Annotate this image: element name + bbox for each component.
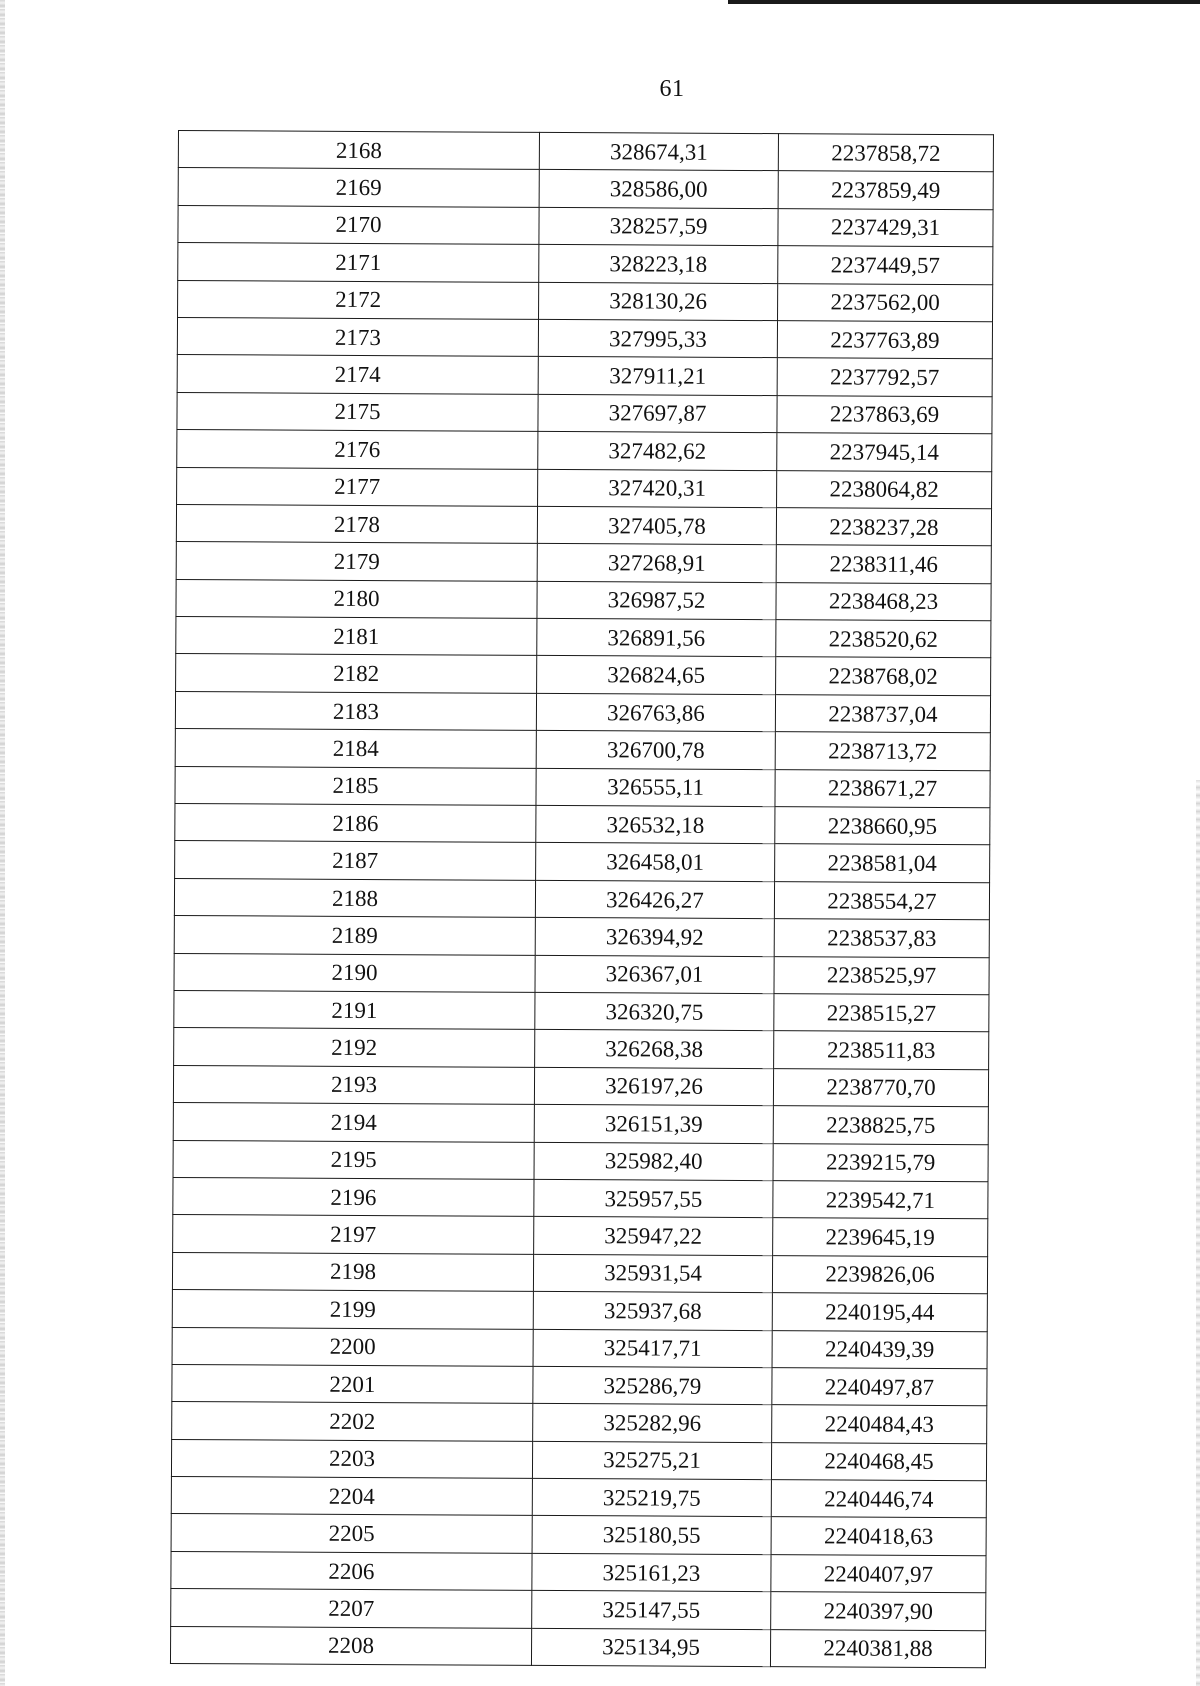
x-coordinate-cell: 326824,65 [537,656,776,695]
y-coordinate-cell: 2240484,43 [772,1405,987,1444]
point-number-cell: 2206 [171,1551,532,1590]
table-row [174,953,989,995]
coordinates-table-wrapper [170,130,990,1668]
y-coordinate-cell: 2237863,69 [777,395,992,434]
y-coordinate-cell: 2238825,75 [773,1106,988,1145]
point-number-cell: 2183 [175,691,536,730]
point-number-cell: 2173 [177,317,538,356]
y-coordinate-cell: 2240195,44 [772,1293,987,1332]
x-coordinate-cell: 327911,21 [538,357,777,396]
y-coordinate-cell: 2237859,49 [778,171,993,210]
x-coordinate-cell: 326763,86 [536,693,775,732]
table-row [171,1514,986,1556]
table-row [172,1290,987,1332]
x-coordinate-cell: 326987,52 [537,581,776,620]
table-row [175,766,990,808]
table-row [178,243,993,285]
x-coordinate-cell: 327482,62 [538,432,777,471]
table-row [176,654,991,696]
scan-edge-right [1196,780,1200,1686]
table-row [173,1065,988,1107]
x-coordinate-cell: 326268,38 [535,1030,774,1069]
point-number-cell: 2171 [178,243,539,282]
table-row [174,990,989,1032]
x-coordinate-cell: 325180,55 [532,1516,771,1555]
y-coordinate-cell: 2237945,14 [777,433,992,472]
x-coordinate-cell: 325957,55 [534,1179,773,1218]
x-coordinate-cell: 326197,26 [534,1067,773,1106]
table-row [175,804,990,846]
x-coordinate-cell: 325275,21 [532,1441,771,1480]
table-row [172,1252,987,1294]
table-row [173,1140,988,1182]
table-row [172,1364,987,1406]
y-coordinate-cell: 2240497,87 [772,1368,987,1407]
x-coordinate-cell: 327405,78 [537,506,776,545]
x-coordinate-cell: 325417,71 [533,1329,772,1368]
x-coordinate-cell: 328257,59 [539,207,778,246]
y-coordinate-cell: 2240397,90 [771,1592,986,1631]
point-number-cell: 2184 [175,729,536,768]
point-number-cell: 2181 [176,617,537,656]
y-coordinate-cell: 2240381,88 [770,1629,985,1668]
table-row [173,1215,988,1257]
table-row [176,579,991,621]
point-number-cell: 2187 [175,841,536,880]
y-coordinate-cell: 2238311,46 [776,545,991,584]
x-coordinate-cell: 325134,95 [531,1628,770,1667]
x-coordinate-cell: 326700,78 [536,731,775,770]
table-row [170,1626,985,1668]
point-number-cell: 2168 [178,131,539,170]
x-coordinate-cell: 327697,87 [538,394,777,433]
y-coordinate-cell: 2237792,57 [777,358,992,397]
point-number-cell: 2174 [177,355,538,394]
table-row [175,691,990,733]
x-coordinate-cell: 328586,00 [539,170,778,209]
table-row [178,205,993,247]
y-coordinate-cell: 2237562,00 [778,283,993,322]
table-row [176,542,991,584]
y-coordinate-cell: 2240407,97 [771,1554,986,1593]
x-coordinate-cell: 327995,33 [538,319,777,358]
table-row [175,729,990,771]
point-number-cell: 2200 [172,1327,533,1366]
point-number-cell: 2192 [174,1028,535,1067]
table-row [176,617,991,659]
y-coordinate-cell: 2238237,28 [776,508,991,547]
y-coordinate-cell: 2240418,63 [771,1517,986,1556]
table-row [177,355,992,397]
y-coordinate-cell: 2239542,71 [773,1181,988,1220]
x-coordinate-cell: 325937,68 [533,1291,772,1330]
table-row [171,1551,986,1593]
x-coordinate-cell: 325147,55 [532,1591,771,1630]
point-number-cell: 2198 [172,1252,533,1291]
table-row [177,392,992,434]
point-number-cell: 2195 [173,1140,534,1179]
table-row [178,168,993,210]
point-number-cell: 2193 [173,1065,534,1104]
point-number-cell: 2169 [178,168,539,207]
point-number-cell: 2177 [177,467,538,506]
y-coordinate-cell: 2238525,97 [774,956,989,995]
point-number-cell: 2202 [172,1402,533,1441]
top-rule [728,0,1200,4]
table-row [174,878,989,920]
table-row [171,1477,986,1519]
point-number-cell: 2188 [174,878,535,917]
point-number-cell: 2203 [171,1439,532,1478]
point-number-cell: 2191 [174,990,535,1029]
x-coordinate-cell: 325282,96 [533,1404,772,1443]
table-row [173,1177,988,1219]
y-coordinate-cell: 2240439,39 [772,1330,987,1369]
point-number-cell: 2180 [176,579,537,618]
point-number-cell: 2196 [173,1177,534,1216]
x-coordinate-cell: 326320,75 [535,992,774,1031]
y-coordinate-cell: 2238581,04 [775,844,990,883]
table-row [174,1028,989,1070]
x-coordinate-cell: 326555,11 [536,768,775,807]
table-row [178,280,993,322]
point-number-cell: 2179 [176,542,537,581]
y-coordinate-cell: 2238515,27 [774,994,989,1033]
x-coordinate-cell: 325947,22 [534,1217,773,1256]
point-number-cell: 2190 [174,953,535,992]
x-coordinate-cell: 326891,56 [537,618,776,657]
table-row [177,317,992,359]
x-coordinate-cell: 325931,54 [533,1254,772,1293]
x-coordinate-cell: 325982,40 [534,1142,773,1181]
table-row [172,1327,987,1369]
table-row [174,916,989,958]
page-number: 61 [659,76,685,102]
y-coordinate-cell: 2239215,79 [773,1143,988,1182]
x-coordinate-cell: 325286,79 [533,1366,772,1405]
y-coordinate-cell: 2239826,06 [772,1255,987,1294]
y-coordinate-cell: 2237429,31 [778,208,993,247]
scan-edge-left [0,0,5,1686]
x-coordinate-cell: 327420,31 [538,469,777,508]
point-number-cell: 2199 [172,1290,533,1329]
y-coordinate-cell: 2237449,57 [778,246,993,285]
point-number-cell: 2197 [173,1215,534,1254]
y-coordinate-cell: 2237858,72 [778,134,993,173]
y-coordinate-cell: 2238768,02 [776,657,991,696]
y-coordinate-cell: 2238468,23 [776,582,991,621]
x-coordinate-cell: 326394,92 [535,918,774,957]
x-coordinate-cell: 326532,18 [536,805,775,844]
y-coordinate-cell: 2238671,27 [775,769,990,808]
point-number-cell: 2186 [175,804,536,843]
point-number-cell: 2178 [176,504,537,543]
coordinates-table [170,130,994,1668]
table-row [177,467,992,509]
y-coordinate-cell: 2240446,74 [771,1480,986,1519]
table-row [175,841,990,883]
table-row [171,1439,986,1481]
y-coordinate-cell: 2238770,70 [773,1068,988,1107]
y-coordinate-cell: 2237763,89 [777,321,992,360]
point-number-cell: 2205 [171,1514,532,1553]
y-coordinate-cell: 2239645,19 [773,1218,988,1257]
point-number-cell: 2175 [177,392,538,431]
table-row [173,1103,988,1145]
y-coordinate-cell: 2238737,04 [775,694,990,733]
table-row [171,1589,986,1631]
x-coordinate-cell: 326367,01 [535,955,774,994]
point-number-cell: 2194 [173,1103,534,1142]
point-number-cell: 2172 [178,280,539,319]
point-number-cell: 2201 [172,1364,533,1403]
y-coordinate-cell: 2238554,27 [774,881,989,920]
point-number-cell: 2182 [176,654,537,693]
table-row [177,430,992,472]
y-coordinate-cell: 2238537,83 [774,919,989,958]
y-coordinate-cell: 2238660,95 [775,807,990,846]
x-coordinate-cell: 325219,75 [532,1478,771,1517]
point-number-cell: 2176 [177,430,538,469]
point-number-cell: 2189 [174,916,535,955]
y-coordinate-cell: 2240468,45 [771,1442,986,1481]
point-number-cell: 2204 [171,1477,532,1516]
x-coordinate-cell: 326426,27 [535,880,774,919]
x-coordinate-cell: 327268,91 [537,544,776,583]
y-coordinate-cell: 2238064,82 [777,470,992,509]
x-coordinate-cell: 325161,23 [532,1553,771,1592]
y-coordinate-cell: 2238520,62 [776,620,991,659]
point-number-cell: 2208 [170,1626,531,1665]
coordinates-table-body [170,131,993,1668]
point-number-cell: 2207 [171,1589,532,1628]
x-coordinate-cell: 328223,18 [539,245,778,284]
x-coordinate-cell: 326151,39 [534,1105,773,1144]
table-row [178,131,993,173]
point-number-cell: 2170 [178,205,539,244]
x-coordinate-cell: 328130,26 [539,282,778,321]
table-row [172,1402,987,1444]
table-row [176,504,991,546]
y-coordinate-cell: 2238713,72 [775,732,990,771]
x-coordinate-cell: 328674,31 [539,132,778,171]
point-number-cell: 2185 [175,766,536,805]
y-coordinate-cell: 2238511,83 [774,1031,989,1070]
x-coordinate-cell: 326458,01 [536,843,775,882]
